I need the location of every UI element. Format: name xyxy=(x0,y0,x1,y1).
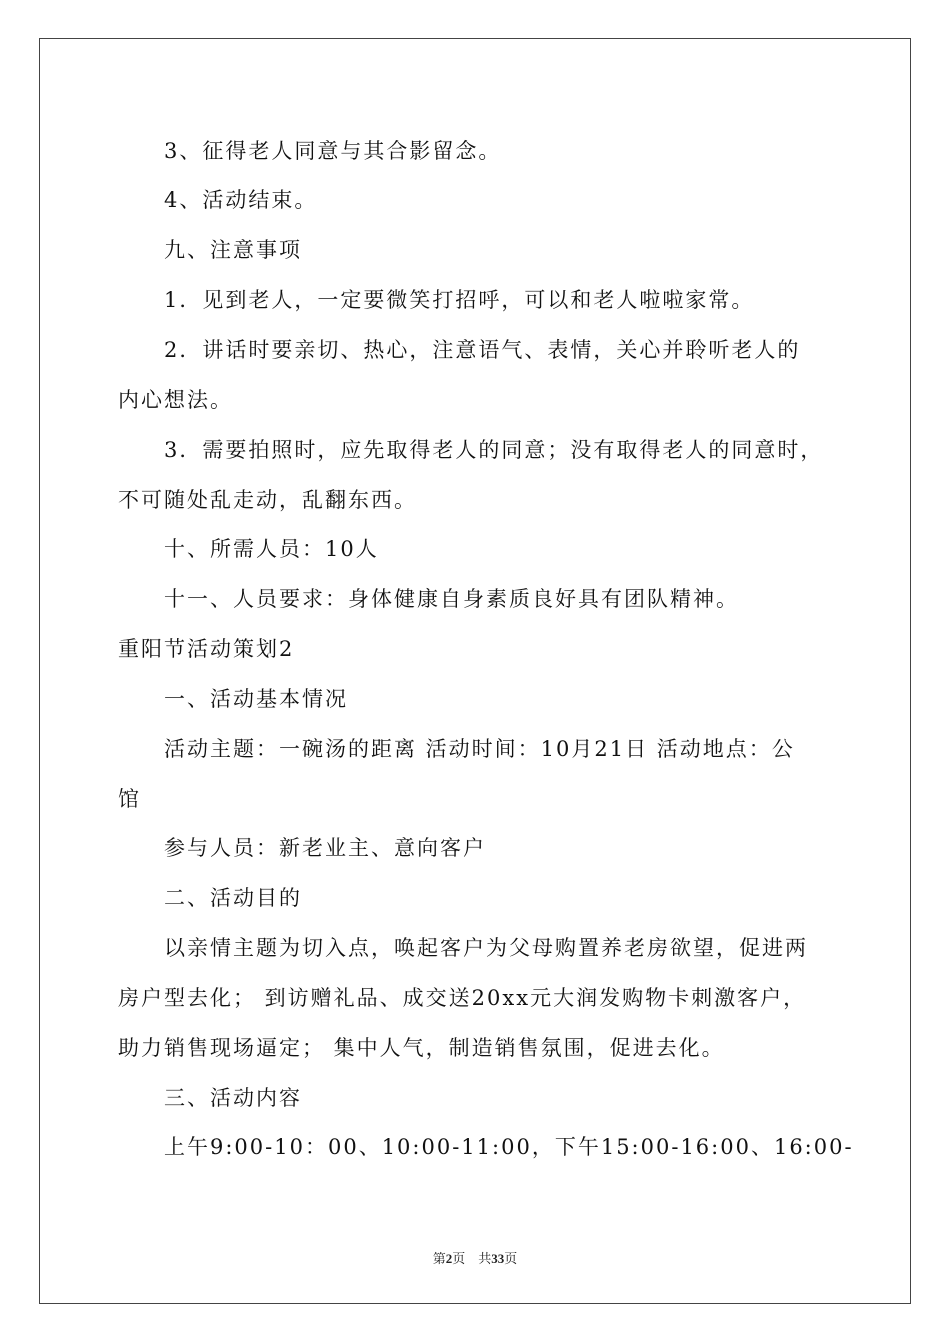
section-heading: 一、活动基本情况 xyxy=(164,687,348,711)
document-title: 重阳节活动策划2 xyxy=(118,637,295,661)
footer-suffix: 页 xyxy=(504,1251,518,1266)
text-line: 房户型去化； 到访赠礼品、成交送20xx元大润发购物卡刺激客户， xyxy=(118,986,807,1010)
page-footer xyxy=(0,1248,950,1267)
current-page-number: 2 xyxy=(445,1251,453,1266)
section-heading: 三、活动内容 xyxy=(164,1086,302,1110)
text-line: 3．需要拍照时，应先取得老人的同意；没有取得老人的同意时， xyxy=(164,438,824,462)
total-page-count: 33 xyxy=(491,1251,505,1266)
text-line: 参与人员：新老业主、意向客户 xyxy=(164,836,486,860)
footer-mid: 页 共 xyxy=(452,1251,492,1266)
text-line: 十一、人员要求：身体健康自身素质良好具有团队精神。 xyxy=(164,587,739,611)
text-line: 2．讲话时要亲切、热心，注意语气、表情，关心并聆听老人的 xyxy=(164,338,801,362)
text-line: 4、活动结束。 xyxy=(164,188,318,212)
page-border xyxy=(39,38,911,1304)
section-heading: 二、活动目的 xyxy=(164,886,302,910)
text-line: 活动主题：一碗汤的距离 活动时间：10月21日 活动地点：公 xyxy=(164,737,795,761)
text-line: 1．见到老人，一定要微笑打招呼，可以和老人啦啦家常。 xyxy=(164,288,755,312)
footer-prefix: 第 xyxy=(432,1251,446,1266)
text-line: 助力销售现场逼定； 集中人气，制造销售氛围，促进去化。 xyxy=(118,1036,725,1060)
text-line: 内心想法。 xyxy=(118,388,233,412)
text-line: 上午9:00-10：00、10:00-11:00，下午15:00-16:00、16:00- xyxy=(164,1135,854,1159)
text-line: 十、所需人员：10人 xyxy=(164,537,379,561)
text-line: 馆 xyxy=(118,787,141,811)
text-line: 3、征得老人同意与其合影留念。 xyxy=(164,139,502,163)
text-line: 以亲情主题为切入点，唤起客户为父母购置养老房欲望，促进两 xyxy=(164,936,808,960)
text-line: 不可随处乱走动，乱翻东西。 xyxy=(118,488,417,512)
section-heading: 九、注意事项 xyxy=(164,238,302,262)
